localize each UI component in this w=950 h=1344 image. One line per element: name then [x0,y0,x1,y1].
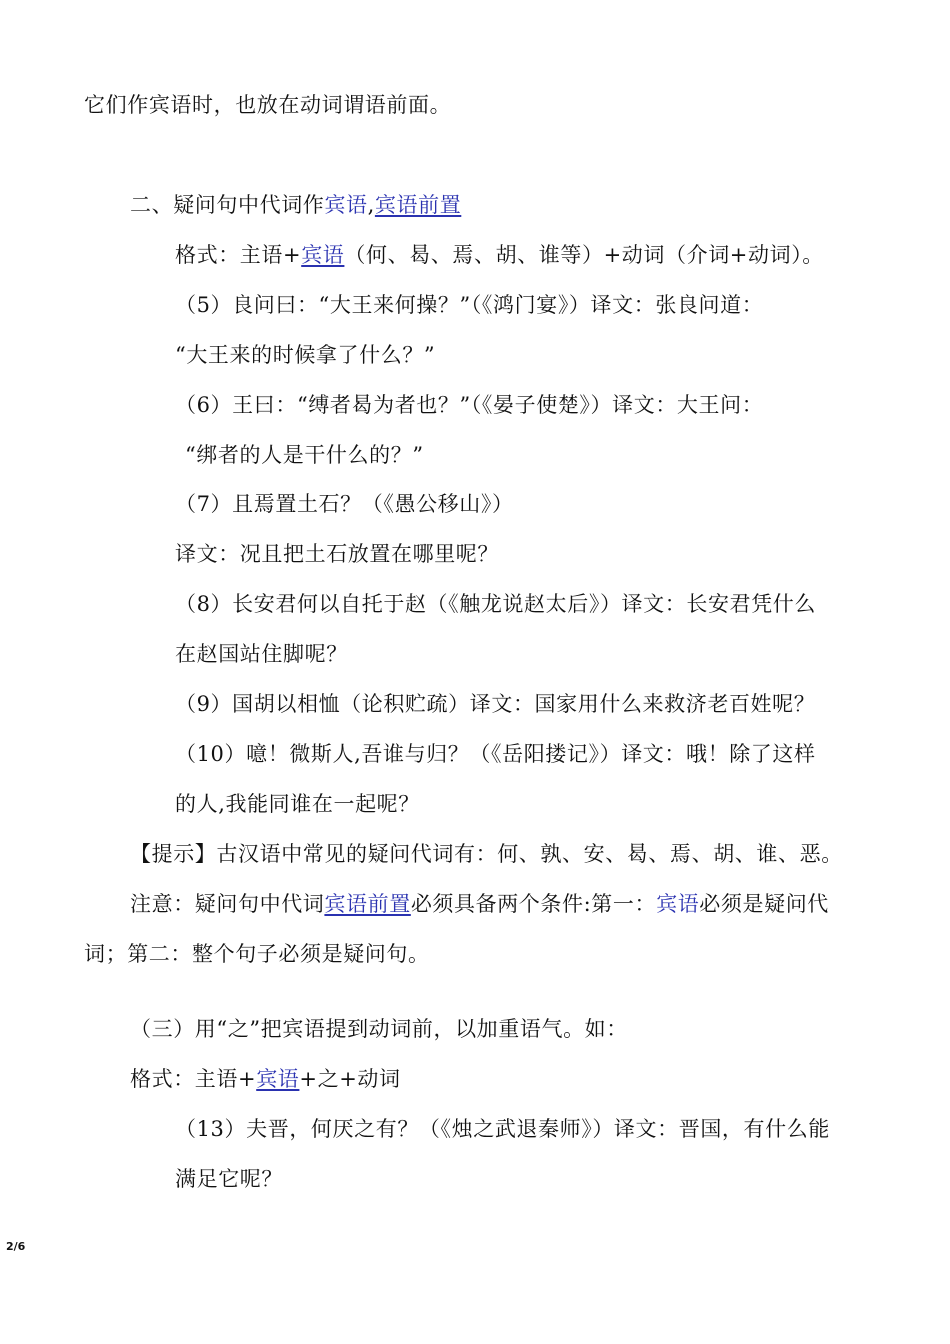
format-line [130,1064,401,1094]
section-heading [130,190,461,220]
text-run: （5）良问曰：“大王来何操？”（《鸿门宴》）译文：张良问道： [175,293,764,317]
text-run: 的人,我能同谁在一起呢？ [175,792,420,816]
example-line [175,489,514,519]
text-run: 格式：主语+ [175,243,302,267]
text-run: 必须是疑问代 [699,892,829,916]
term-link[interactable]: 宾语 [301,243,345,267]
text-run: 在赵国站住脚呢？ [175,642,348,666]
text-run: 注意：疑问句中代词 [130,892,325,916]
translation-line [175,340,435,370]
term-link[interactable]: 宾语 [656,892,700,916]
text-run: （13）夫晋，何厌之有？（《烛之武退秦师》）译文：晋国，有什么能 [175,1117,830,1141]
text-run: （10）噫！微斯人,吾谁与归？（《岳阳搂记》）译文：哦！除了这样 [175,742,816,766]
note-line [84,939,430,969]
section-heading [130,1014,628,1044]
term-link[interactable]: 宾语前置 [374,193,462,217]
term-link[interactable]: 宾语 [324,193,368,217]
text-run: “绑者的人是干什么的？” [185,443,424,467]
translation-line [175,639,348,669]
text-run: 满足它呢？ [175,1167,283,1191]
example-line [175,689,815,719]
example-line [175,739,816,769]
example-line [175,290,763,320]
text-run: （三）用“之”把宾语提到动词前，以加重语气。如： [130,1017,628,1041]
text-run: 词；第二：整个句子必须是疑问句。 [84,942,430,966]
text-run: +之+动词 [299,1067,401,1091]
translation-line [175,789,420,819]
text-run: （7）且焉置土石？（《愚公移山》） [175,492,514,516]
text-line [84,90,451,120]
note-line [130,889,829,919]
term-link[interactable]: 宾语前置 [324,892,411,916]
text-run: “大王来的时候拿了什么？” [175,343,436,367]
tip-line [130,839,843,869]
text-run: （9）国胡以相恤（论积贮疏）译文：国家用什么来救济老百姓呢？ [175,692,816,716]
example-line [175,589,816,619]
text-run: , [367,193,375,217]
example-line [175,390,763,420]
page-number: 2/6 [6,1240,26,1253]
text-run: 【提示】古汉语中常见的疑问代词有：何、孰、安、曷、焉、胡、谁、恶。 [130,842,843,866]
format-line [175,240,824,270]
text-run: （6）王曰：“缚者曷为者也？”（《晏子使楚》）译文：大王问： [175,393,764,417]
translation-line [175,539,499,569]
translation-line [185,440,424,470]
example-line [175,1114,830,1144]
text-run: （何、曷、焉、胡、谁等）+动词（介词+动词）。 [344,243,824,267]
text-run: （8）长安君何以自托于赵（《触龙说赵太后》）译文：长安君凭什么 [175,592,816,616]
text-run: 它们作宾语时，也放在动词谓语前面。 [84,93,452,117]
text-run: 二、疑问句中代词作 [130,193,325,217]
term-link[interactable]: 宾语 [256,1067,300,1091]
translation-line [175,1164,283,1194]
text-run: 格式：主语+ [130,1067,257,1091]
text-run: 必须具备两个条件:第一： [410,892,657,916]
text-run: 译文：况且把土石放置在哪里呢？ [175,542,499,566]
